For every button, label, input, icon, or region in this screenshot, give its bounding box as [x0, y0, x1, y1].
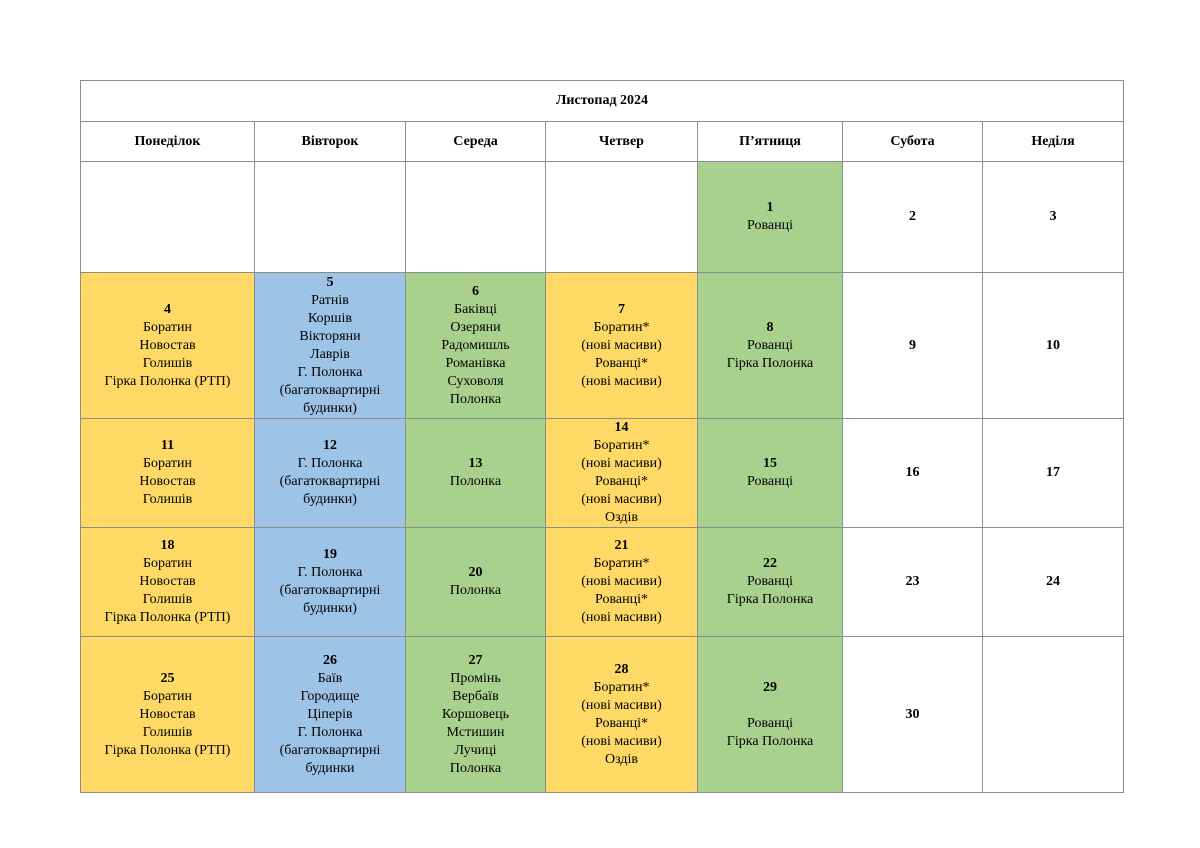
location-line: Голишів: [142, 492, 193, 507]
location-line: Боратин: [143, 456, 192, 471]
day-cell: [983, 273, 1124, 419]
day-number: 28: [614, 661, 629, 677]
location-line: Озеряни: [450, 319, 501, 335]
location-line: Полонка: [449, 391, 502, 407]
location-line: Лучиці: [454, 742, 497, 758]
day-cell: [698, 528, 843, 637]
location-line: Ціперів: [307, 706, 353, 722]
day-cell: [81, 162, 255, 273]
day-number: 22: [763, 556, 777, 571]
location-line: Новостав: [139, 706, 196, 722]
day-number: 16: [905, 465, 920, 480]
location-line: Голишів: [142, 355, 193, 371]
day-number: 1: [766, 200, 774, 215]
day-number: 14: [614, 420, 629, 435]
location-line: (багатоквартирні: [279, 474, 381, 489]
day-number: 27: [468, 652, 483, 668]
location-line: Рованці*: [595, 592, 648, 607]
location-line: будинки: [305, 760, 355, 776]
day-number: 2: [909, 209, 916, 224]
location-line: Гірка Полонка: [726, 733, 814, 749]
location-line: Оздів: [604, 751, 638, 767]
location-line: Промінь: [450, 670, 501, 686]
location-line: Рованці*: [595, 715, 648, 731]
day-number: 9: [909, 337, 916, 353]
day-number: 30: [905, 706, 920, 722]
location-line: (нові масиви): [581, 610, 662, 625]
weekday-saturday: Субота: [843, 122, 983, 162]
day-number: 23: [905, 574, 920, 589]
location-line: Г. Полонка: [297, 364, 363, 380]
location-line: Гірка Полонка: [726, 355, 814, 371]
day-cell: [983, 162, 1124, 273]
location-line: Рованці: [747, 715, 793, 731]
day-cell: [843, 273, 983, 419]
day-cell: [843, 162, 983, 273]
calendar-table: [80, 80, 1124, 793]
location-line: Коршовець: [441, 706, 510, 722]
location-line: (нові масиви): [581, 574, 662, 589]
weekday-sunday: Неділя: [983, 122, 1124, 162]
day-cell: [983, 419, 1124, 528]
day-number: 10: [1046, 337, 1061, 353]
location-line: Баківці: [454, 301, 497, 317]
location-line: Рованці: [747, 474, 793, 489]
location-line: Гірка Полонка: [726, 592, 814, 607]
day-cell: [255, 162, 406, 273]
location-line: Боратин: [143, 556, 192, 571]
location-line: Г. Полонка: [297, 565, 363, 580]
day-cell: [255, 637, 406, 793]
location-line: Боратин*: [593, 679, 650, 695]
location-line: Г. Полонка: [297, 456, 363, 471]
day-cell: [698, 273, 843, 419]
location-line: Боратин*: [593, 319, 650, 335]
location-line: (нові масиви): [581, 697, 662, 713]
location-line: Вікторяни: [299, 328, 361, 344]
day-number: 19: [323, 547, 337, 562]
day-number: 18: [160, 538, 175, 553]
day-cell: [546, 419, 698, 528]
day-number: 24: [1046, 574, 1061, 589]
location-line: Мстишин: [446, 724, 505, 740]
calendar-title: Листопад 2024: [81, 81, 1124, 122]
location-line: (нові масиви): [581, 492, 662, 507]
day-cell: [406, 273, 546, 419]
location-line: Лаврів: [310, 346, 350, 362]
day-cell: [406, 162, 546, 273]
location-line: будинки): [303, 492, 357, 507]
location-line: Рованці: [747, 337, 793, 353]
weekday-monday: Понеділок: [81, 122, 255, 162]
day-number: 12: [323, 438, 337, 453]
day-cell: [843, 528, 983, 637]
location-line: Боратин: [143, 319, 192, 335]
location-line: Городище: [300, 688, 360, 704]
day-number: 4: [164, 301, 171, 317]
day-cell: [546, 273, 698, 419]
day-number: 15: [763, 456, 777, 471]
location-line: Оздів: [604, 510, 638, 525]
day-number: 7: [618, 301, 625, 317]
day-cell: [81, 528, 255, 637]
weekday-friday: П’ятниця: [698, 122, 843, 162]
location-line: Гірка Полонка (РТП): [104, 742, 231, 758]
day-number: 21: [614, 538, 629, 553]
weekday-header-row: [81, 122, 1124, 162]
day-cell: [255, 273, 406, 419]
location-line: (багатоквартирні: [279, 382, 381, 398]
day-cell: [406, 637, 546, 793]
day-cell: [983, 637, 1124, 793]
location-line: Голишів: [142, 724, 193, 740]
day-number: 6: [472, 283, 479, 299]
location-line: Рованці: [747, 218, 793, 233]
location-line: (багатоквартирні: [279, 583, 381, 598]
day-cell: [698, 637, 843, 793]
day-cell: [406, 528, 546, 637]
location-line: [700, 697, 840, 715]
location-line: Новостав: [139, 574, 196, 589]
day-number: 3: [1049, 209, 1057, 224]
day-cell: [843, 637, 983, 793]
day-cell: [983, 528, 1124, 637]
week-row: [81, 162, 1124, 273]
location-line: Г. Полонка: [297, 724, 363, 740]
location-line: (нові масиви): [581, 456, 662, 471]
week-row: [81, 528, 1124, 637]
day-cell: [843, 419, 983, 528]
location-line: Рованці: [747, 574, 793, 589]
day-cell: [81, 273, 255, 419]
location-line: (багатоквартирні: [279, 742, 381, 758]
day-number: 29: [763, 679, 777, 695]
location-line: будинки): [303, 601, 357, 616]
location-line: Коршів: [308, 310, 352, 326]
location-line: будинки): [303, 400, 357, 416]
location-line: Полонка: [449, 474, 502, 489]
day-cell: [406, 419, 546, 528]
location-line: Боратин*: [593, 438, 650, 453]
location-line: Гірка Полонка (РТП): [104, 610, 231, 625]
location-line: (нові масиви): [581, 337, 662, 353]
location-line: (нові масиви): [581, 373, 662, 389]
location-line: Боратин: [143, 688, 192, 704]
location-line: Ратнів: [311, 292, 349, 308]
day-number: 25: [160, 670, 175, 686]
day-number: 26: [323, 652, 337, 668]
day-cell: [255, 528, 406, 637]
week-row: [81, 273, 1124, 419]
location-line: Суховоля: [447, 373, 504, 389]
day-number: 8: [766, 319, 774, 335]
day-cell: [81, 419, 255, 528]
weekday-thursday: Четвер: [546, 122, 698, 162]
day-cell: [698, 162, 843, 273]
location-line: Рованці*: [595, 474, 648, 489]
location-line: Радомишль: [441, 337, 510, 353]
location-line: Боратин*: [593, 556, 650, 571]
location-line: Баїв: [317, 670, 343, 686]
weekday-tuesday: Вівторок: [255, 122, 406, 162]
day-cell: [546, 637, 698, 793]
day-cell: [81, 637, 255, 793]
day-number: 11: [160, 438, 175, 453]
day-number: 20: [468, 565, 483, 580]
week-row: [81, 419, 1124, 528]
weekday-wednesday: Середа: [406, 122, 546, 162]
location-line: Рованці*: [595, 355, 648, 371]
location-line: Романівка: [445, 355, 506, 371]
location-line: Новостав: [139, 337, 196, 353]
day-cell: [255, 419, 406, 528]
day-number: 13: [468, 456, 483, 471]
location-line: Гірка Полонка (РТП): [104, 373, 231, 389]
location-line: Полонка: [449, 760, 502, 776]
day-number: 5: [326, 274, 334, 290]
day-cell: [698, 419, 843, 528]
week-row: [81, 637, 1124, 793]
day-cell: [546, 528, 698, 637]
day-number: 17: [1046, 465, 1061, 480]
location-line: Вербаїв: [452, 688, 499, 704]
location-line: Голишів: [142, 592, 193, 607]
location-line: (нові масиви): [581, 733, 662, 749]
day-cell: [546, 162, 698, 273]
location-line: Новостав: [139, 474, 196, 489]
location-line: Полонка: [449, 583, 502, 598]
